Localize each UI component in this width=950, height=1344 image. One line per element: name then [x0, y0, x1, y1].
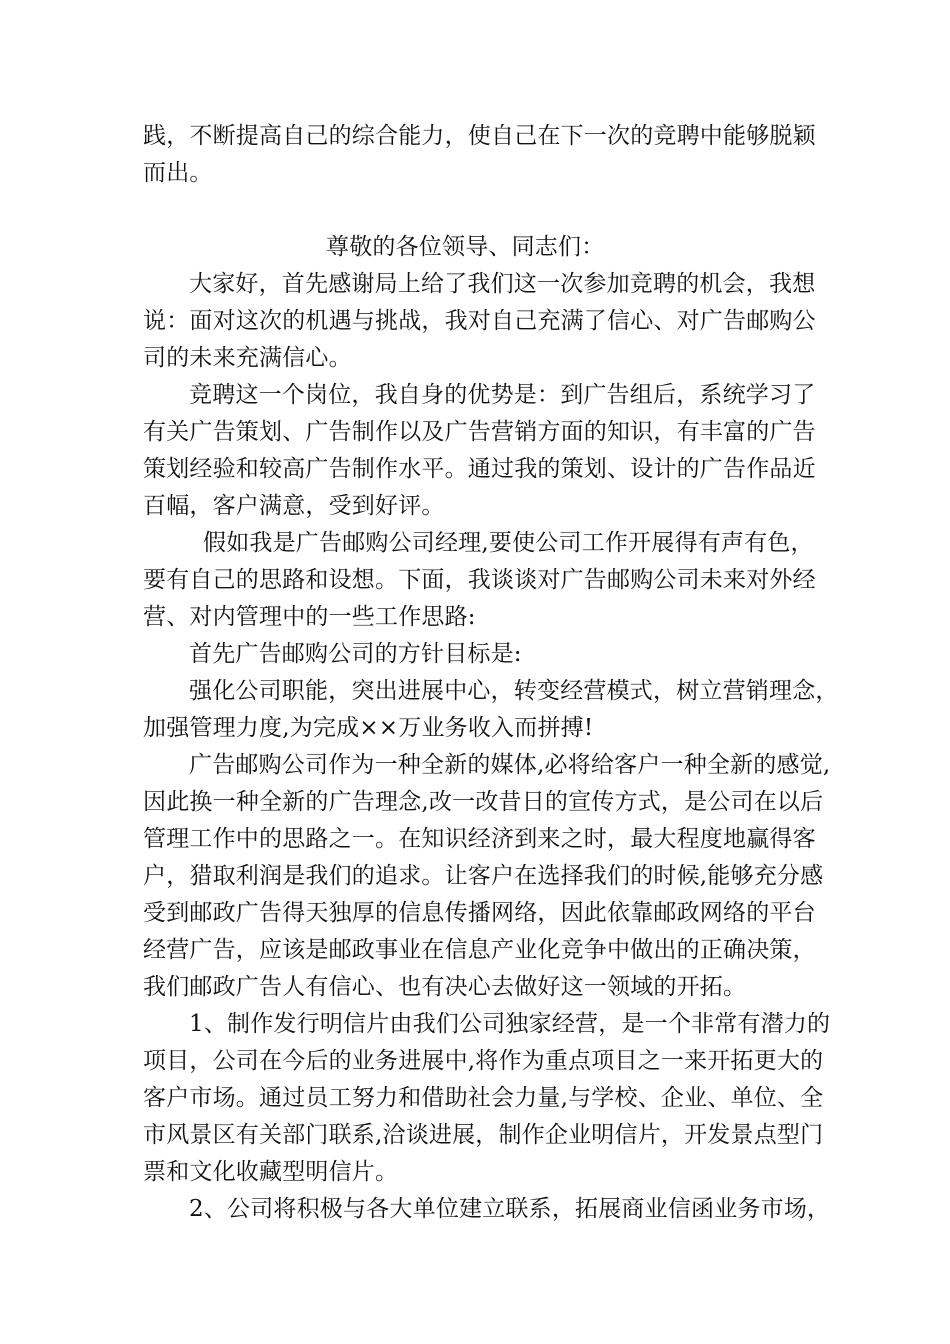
text-line: 2、公司将积极与各大单位建立联系，拓展商业信函业务市场， — [189, 1196, 831, 1222]
text-line: 经营广告，应该是邮政事业在信息产业化竞争中做出的正确决策， — [143, 937, 816, 963]
text-line: 假如我是广告邮购公司经理,要使公司工作开展得有声有色， — [203, 530, 814, 556]
text-line: 大家好，首先感谢局上给了我们这一次参加竞聘的机会，我想 — [189, 271, 816, 297]
text-line: 要有自己的思路和设想。下面，我谈谈对广告邮购公司未来对外经 — [143, 567, 816, 593]
text-line: 客户市场。通过员工努力和借助社会力量,与学校、企业、单位、全 — [143, 1085, 824, 1111]
text-line: 票和文化收藏型明信片。 — [143, 1159, 399, 1185]
text-line: 市风景区有关部门联系,洽谈进展，制作企业明信片，开发景点型门 — [143, 1122, 824, 1148]
text-line: 竞聘这一个岗位，我自身的优势是：到广告组后，系统学习了 — [189, 382, 816, 408]
text-line: 践，不断提高自己的综合能力，使自己在下一次的竞聘中能够脱颖 — [143, 123, 816, 149]
text-line: 策划经验和较高广告制作水平。通过我的策划、设计的广告作品近 — [143, 456, 816, 482]
text-line: 说：面对这次的机遇与挑战，我对自己充满了信心、对广告邮购公 — [143, 308, 816, 334]
text-line: 1、制作发行明信片由我们公司独家经营，是一个非常有潜力的 — [189, 1011, 831, 1037]
text-line: 首先广告邮购公司的方针目标是: — [189, 641, 522, 667]
text-line: 管理工作中的思路之一。在知识经济到来之时，最大程度地赢得客 — [143, 826, 816, 852]
text-line: 因此换一种全新的广告理念,改一改昔日的宣传方式，是公司在以后 — [143, 789, 824, 815]
text-line: 户，猎取利润是我们的追求。让客户在选择我们的时候,能够充分感 — [143, 863, 824, 889]
text-line: 而出。 — [143, 160, 213, 186]
text-line: 有关广告策划、广告制作以及广告营销方面的知识，有丰富的广告 — [143, 419, 816, 445]
text-line: 受到邮政广告得天独厚的信息传播网络，因此依靠邮政网络的平台 — [143, 900, 816, 926]
text-line: 营、对内管理中的一些工作思路: — [143, 604, 476, 630]
text-line: 加强管理力度,为完成××万业务收入而拼搏! — [143, 715, 594, 741]
salutation: 尊敬的各位领导、同志们： — [326, 234, 605, 260]
text-line: 强化公司职能，突出进展中心，转变经营模式，树立营销理念， — [189, 678, 839, 704]
text-line: 项目，公司在今后的业务进展中,将作为重点项目之一来开拓更大的 — [143, 1048, 824, 1074]
text-line: 广告邮购公司作为一种全新的媒体,必将给客户一种全新的感觉, — [189, 752, 831, 778]
text-line: 司的未来充满信心。 — [143, 345, 352, 371]
text-line: 我们邮政广告人有信心、也有决心去做好这一领域的开拓。 — [143, 974, 747, 1000]
text-line: 百幅，客户满意，受到好评。 — [143, 493, 445, 519]
